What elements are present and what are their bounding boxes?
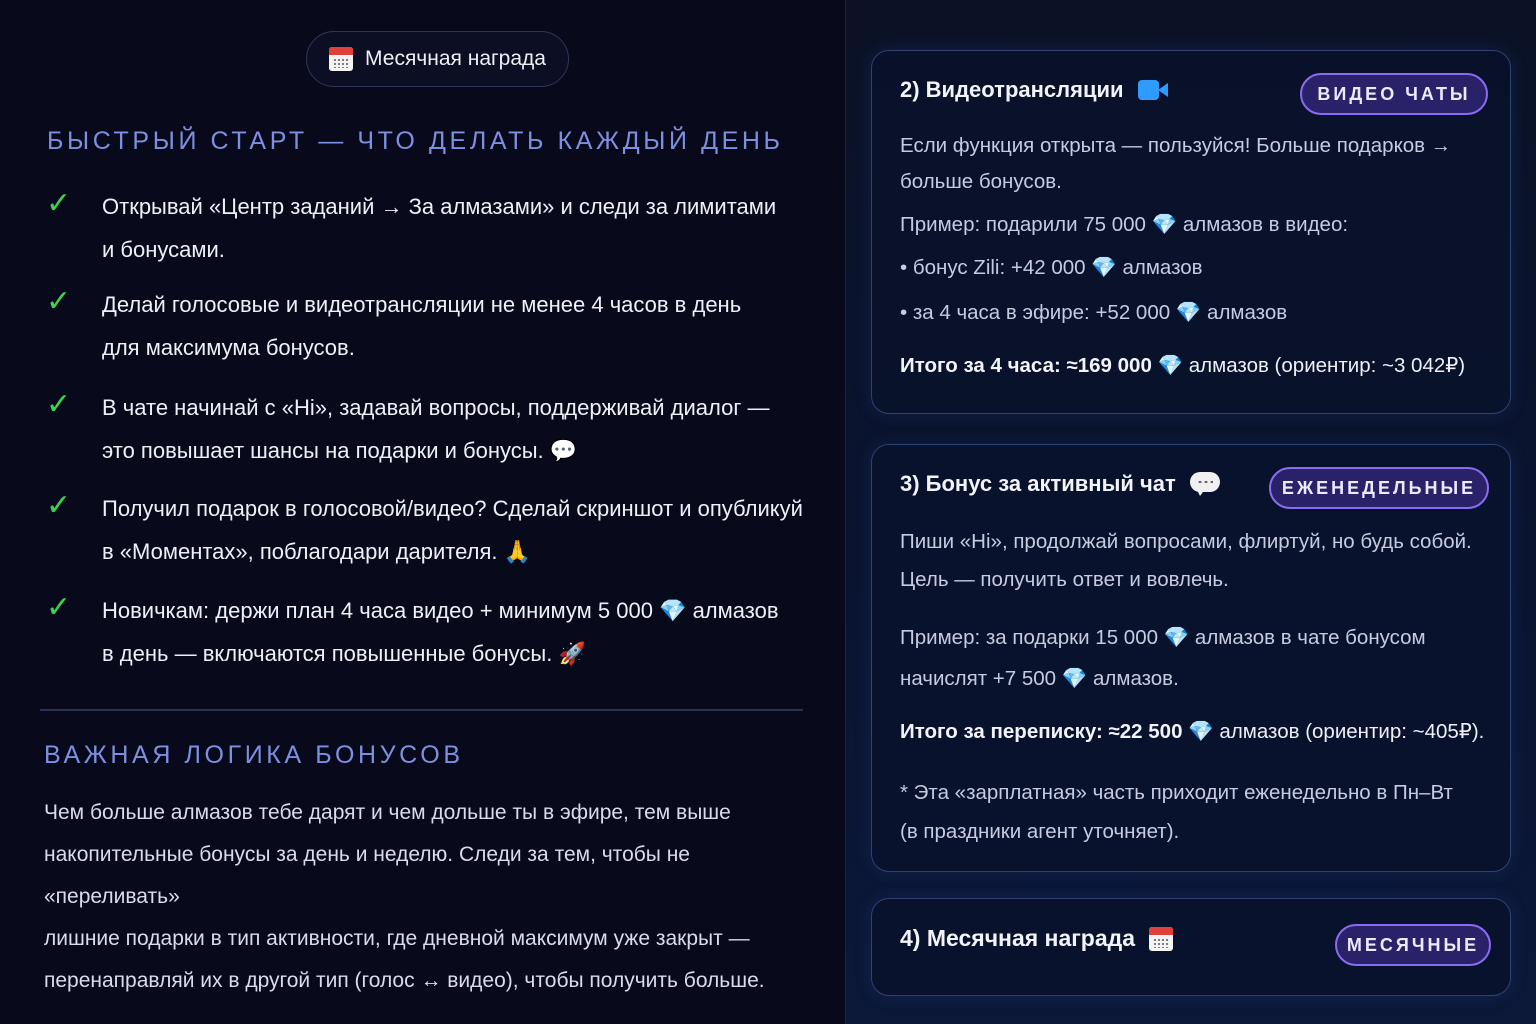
pill-label: Месячная награда [365,47,546,70]
item-line: Новичкам: держи план 4 часа видео + минимум 5 000 💎 алмазов [102,598,779,623]
speech-bubble-icon [1190,472,1220,496]
video-camera-icon [1138,79,1168,101]
item-line: и бонусами. [102,237,225,262]
paragraph-line: перенаправляй их в другой тип (голос ↔ видео), чтобы получить больше. [44,969,765,992]
monthly-reward-card [871,898,1511,996]
card-example-line: Пример: за подарки 15 000 💎 алмазов в чате бонусом [900,626,1426,649]
bonus-logic-heading: ВАЖНАЯ ЛОГИКА БОНУСОВ [44,741,464,769]
card-title: 3) Бонус за активный чат [900,471,1176,496]
card-desc-line: больше бонусов. [900,170,1062,193]
card-total [900,719,1484,744]
card-note-line: * Эта «зарплатная» часть приходит еженедельно в Пн–Вт [900,781,1453,804]
item-line: Делай голосовые и видеотрансляции не менее 4 часов в день [102,292,742,317]
total-rest: 💎 алмазов (ориентир: ~405₽). [1182,720,1485,743]
checkmark-icon: ✓ [46,388,72,421]
bonus-logic-paragraph [44,792,814,1002]
checkmark-icon: ✓ [46,489,72,522]
card-example-line: начислят +7 500 💎 алмазов. [900,667,1179,690]
calendar-icon [1149,927,1173,951]
card-title: 2) Видеотрансляции [900,77,1124,102]
item-line: в день — включаются повышенные бонусы. [102,641,553,666]
card-bullet: • за 4 часа в эфире: +52 000 💎 алмазов [900,301,1288,324]
section-divider [40,709,803,711]
item-line: Открывай «Центр заданий → За алмазами» и следи за лимитами [102,194,777,219]
calendar-icon [329,47,353,71]
card-desc-line: Цель — получить ответ и вовлечь. [900,568,1229,591]
card-desc-line: Пиши «Hi», продолжай вопросами, флиртуй, но будь собой. [900,530,1472,553]
card-desc-line: Если функция открыта — пользуйся! Больше подарков → [900,134,1452,157]
card-title: 4) Месячная награда [900,925,1136,951]
active-chat-card [871,444,1511,872]
item-line: Получил подарок в голосовой/видео? Сделай скриншот и опубликуй [102,496,803,521]
card-bullet: • бонус Zili: +42 000 💎 алмазов [900,256,1203,279]
total-bold: Итого за переписку: ≈22 500 [900,720,1183,743]
card-note-line: (в праздники агент уточняет). [900,820,1180,843]
total-bold: Итого за 4 часа: ≈169 000 [900,354,1152,377]
card-total [900,353,1465,378]
paragraph-line: накопительные бонусы за день и неделю. Следи за тем, чтобы не «переливать» [44,843,690,908]
total-rest: 💎 алмазов (ориентир: ~3 042₽) [1151,354,1466,377]
video-chats-badge[interactable]: ВИДЕО ЧАТЫ [1300,73,1488,115]
monthly-badge[interactable]: МЕСЯЧНЫЕ [1335,924,1491,966]
checkmark-icon: ✓ [46,591,72,624]
video-streams-card [871,50,1511,414]
item-line: для максимума бонусов. [102,335,355,360]
right-panel [846,0,1536,1024]
paragraph-line: Чем больше алмазов тебе дарят и чем дольше ты в эфире, тем выше [44,801,731,824]
rocket-icon: 🚀 [558,641,586,666]
item-line: В чате начинай с «Hi», задавай вопросы, поддерживай диалог — [102,395,770,420]
monthly-reward-pill[interactable] [306,31,569,87]
quick-start-heading: БЫСТРЫЙ СТАРТ — ЧТО ДЕЛАТЬ КАЖДЫЙ ДЕНЬ [47,127,784,155]
item-line: это повышает шансы на подарки и бонусы. [102,438,544,463]
speech-bubble-icon: 💬 [549,438,578,463]
checkmark-icon: ✓ [46,187,72,220]
paragraph-line: лишние подарки в тип активности, где дневной максимум уже закрыт — [44,927,750,950]
checkmark-icon: ✓ [46,285,72,318]
weekly-badge[interactable]: ЕЖЕНЕДЕЛЬНЫЕ [1269,467,1489,509]
card-example: Пример: подарили 75 000 💎 алмазов в видео: [900,213,1349,236]
item-line: в «Моментах», поблагодари дарителя. [102,539,498,564]
praying-hands-icon: 🙏 [503,539,532,564]
